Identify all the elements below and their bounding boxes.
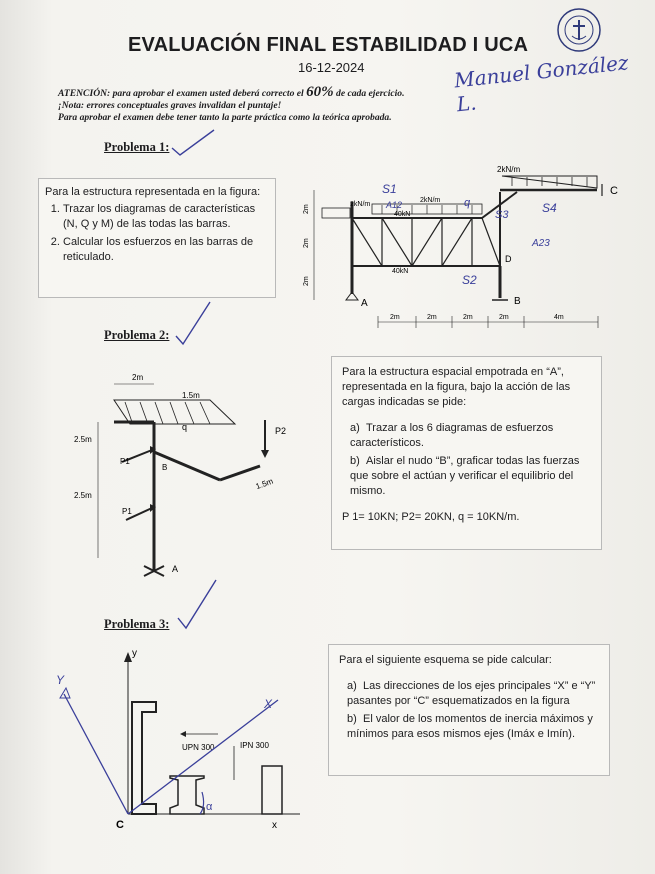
problem-2-box bbox=[331, 356, 602, 550]
item-marker: b) bbox=[350, 455, 360, 467]
fig2-p1: P1 bbox=[120, 457, 130, 466]
fig3-ipn-label: IPN 300 bbox=[240, 741, 269, 750]
fig2-q: q bbox=[182, 422, 188, 432]
problem-2-item bbox=[350, 454, 591, 499]
problem-1-item: 1. Trazar los diagramas de características (N, Q y M) de las todas las barras. bbox=[63, 202, 269, 232]
fig1-node-c: C bbox=[610, 185, 618, 197]
fig2-dim: 2.5m bbox=[74, 435, 92, 444]
item-marker: b) bbox=[347, 713, 357, 725]
fig1-dim-v: 2m bbox=[303, 204, 310, 214]
fig1-hand-label: S4 bbox=[542, 201, 557, 215]
handwritten-signature: Manuel González L. bbox=[453, 50, 630, 117]
problem-2-list bbox=[342, 421, 591, 499]
note-line-2: ¡Nota: errores conceptuales graves invalidan el puntaje! bbox=[58, 100, 282, 111]
fig1-hand-label: S3 bbox=[495, 209, 509, 221]
fig1-dim-v: 2m bbox=[303, 276, 310, 286]
exam-title: EVALUACIÓN FINAL ESTABILIDAD I UCA bbox=[128, 34, 529, 56]
problem-1-item: 2. Calcular los esfuerzos en las barras de reticulado. bbox=[63, 235, 269, 265]
fig1-hand-label: A23 bbox=[532, 238, 550, 249]
item-text: Trazar a los 6 diagramas de esfuerzos característicos. bbox=[350, 422, 554, 449]
fig2-p2: P2 bbox=[275, 426, 287, 436]
checkmark-icon bbox=[176, 578, 220, 630]
problem-3-list bbox=[339, 679, 599, 742]
problem-2-item bbox=[350, 421, 591, 451]
fig1-hand-label: A12 bbox=[386, 200, 403, 210]
fig3-axis-y: y bbox=[132, 648, 137, 659]
problem-3-intro: Para el siguiente esquema se pide calcular: bbox=[339, 654, 552, 666]
problem-2-intro: Para la estructura espacial empotrada en “A”, representada en la figura, bajo la acción de las cargas indicadas se pide: bbox=[342, 366, 571, 408]
problem-3-title: Problema 3: bbox=[104, 617, 170, 631]
problem-3-item bbox=[347, 712, 599, 742]
fig2-node-b: B bbox=[162, 463, 168, 472]
problem-1-figure bbox=[292, 160, 622, 335]
fig3-axis-x: x bbox=[272, 820, 277, 831]
fig1-load-top: 2kN/m bbox=[497, 165, 521, 174]
item-text: El valor de los momentos de inercia máximos y mínimos para esos mismos ejes (Imáx e Imín). bbox=[347, 713, 593, 740]
problem-2-loads: P 1= 10KN; P2= 20KN, q = 10KN/m. bbox=[342, 511, 520, 523]
problem-1-intro: Para la estructura representada en la figura: bbox=[45, 186, 261, 198]
problem-3-box bbox=[328, 644, 610, 776]
problem-1-box bbox=[38, 178, 276, 298]
fig3-hand-y: Y bbox=[56, 673, 65, 687]
problem-1-list bbox=[45, 202, 269, 265]
fig1-dim-h: 2m bbox=[499, 314, 509, 321]
note-line-3: Para aprobar el examen debe tener tanto la parte práctica como la teórica aprobada. bbox=[58, 112, 392, 123]
note-1-prefix: ATENCIÓN: para aprobar el examen usted deberá correcto el bbox=[58, 88, 304, 99]
problem-3-item bbox=[347, 679, 599, 709]
fig2-dim: 2.5m bbox=[74, 491, 92, 500]
checkmark-icon bbox=[174, 300, 214, 346]
fig2-dim: 1.5m bbox=[182, 391, 200, 400]
problem-1-title: Problema 1: bbox=[104, 140, 170, 154]
note-line-1 bbox=[58, 86, 404, 100]
fig2-dim: 1.5m bbox=[254, 476, 275, 492]
problem-3-figure bbox=[50, 640, 310, 840]
fig1-dim-h: 4m bbox=[554, 314, 564, 321]
fig1-node-a: A bbox=[361, 298, 368, 309]
exam-date: 16-12-2024 bbox=[298, 60, 365, 75]
fig2-dim: 2m bbox=[132, 373, 144, 382]
fig1-load-left: 2kN/m bbox=[350, 201, 371, 208]
problem-2-title: Problema 2: bbox=[104, 328, 170, 342]
checkmark-icon bbox=[168, 128, 218, 158]
fig1-dim-h: 2m bbox=[390, 314, 400, 321]
problem-2-figure bbox=[70, 362, 310, 582]
fig3-point-c: C bbox=[116, 819, 124, 831]
fig2-node-a: A bbox=[172, 564, 179, 574]
fig1-point-load-2: 40kN bbox=[392, 268, 409, 275]
item-marker: a) bbox=[350, 422, 360, 434]
university-seal-icon bbox=[555, 6, 603, 54]
fig2-p1: P1 bbox=[122, 507, 132, 516]
item-text: Aislar el nudo “B”, graficar todas las fuerzas que sobre el actúan y verificar el equilibrio del mismo. bbox=[350, 455, 580, 497]
fig1-hand-label: q bbox=[464, 197, 471, 209]
fig1-dim-h: 2m bbox=[427, 314, 437, 321]
fig3-upn-label: UPN 300 bbox=[182, 743, 215, 752]
fig1-hand-label: S1 bbox=[382, 182, 397, 196]
note-1-suffix: de cada ejercicio. bbox=[336, 88, 405, 99]
fig1-dim-v: 2m bbox=[303, 238, 310, 248]
item-marker: a) bbox=[347, 680, 357, 692]
fig1-dim-h: 2m bbox=[463, 314, 473, 321]
note-1-percent: 60% bbox=[306, 84, 334, 100]
fig1-point-load-1: 40kN bbox=[394, 211, 411, 218]
fig3-hand-alpha: α bbox=[206, 801, 213, 813]
fig1-node-b: B bbox=[514, 296, 521, 307]
fig1-node-d: D bbox=[505, 254, 512, 264]
fig1-hand-label: S2 bbox=[462, 273, 477, 287]
item-text: Las direcciones de los ejes principales “X” e “Y” pasantes por “C” esquematizados en la figura bbox=[347, 680, 596, 707]
fig3-hand-x: X bbox=[264, 697, 273, 711]
exam-notes bbox=[58, 86, 404, 124]
fig1-load-mid: 2kN/m bbox=[420, 197, 441, 204]
